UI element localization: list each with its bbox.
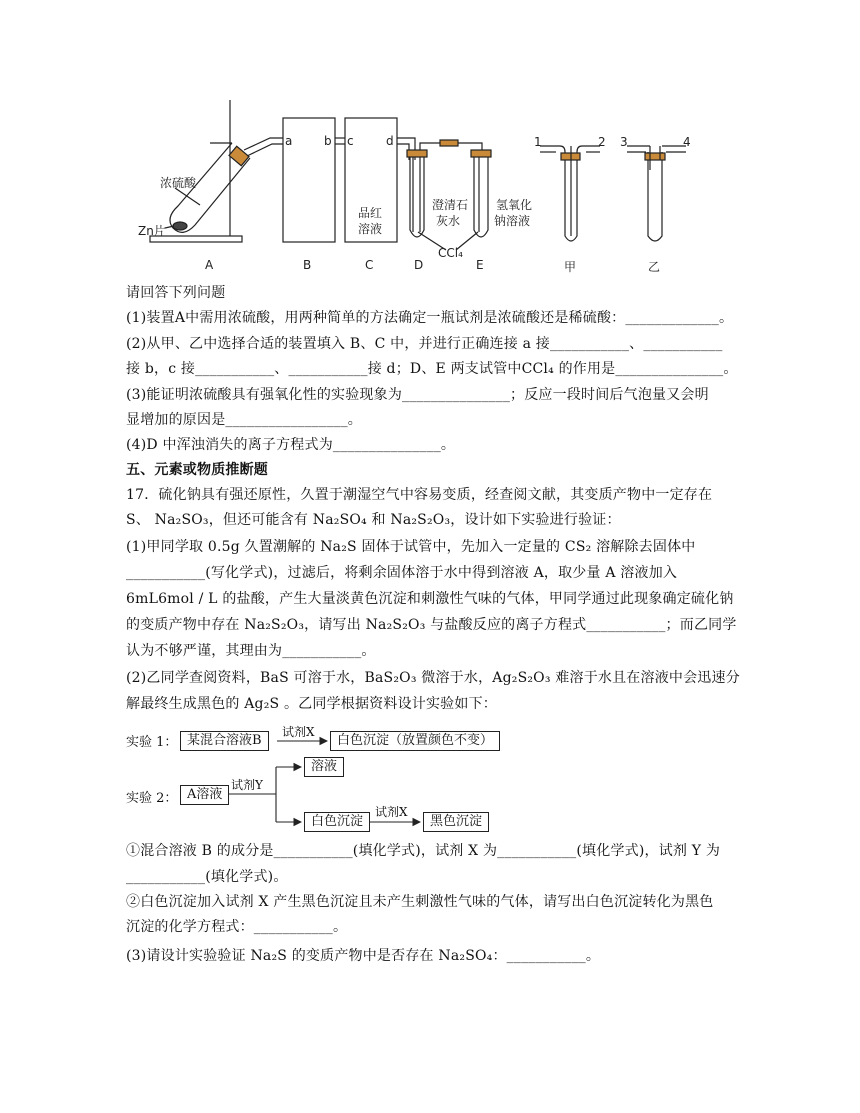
label-pinred-2: 溶液: [358, 222, 383, 236]
text-line: 请回答下列问题: [126, 285, 226, 301]
sub-question-2-cont: 沉淀的化学方程式：___________。: [126, 919, 348, 935]
caption-b: B: [303, 258, 312, 272]
exp1-end-box: 白色沉淀（放置颜色不变）: [330, 731, 500, 751]
label-limewater-2: 灰水: [436, 214, 461, 228]
caption-c: C: [365, 258, 374, 272]
caption-jia: 甲: [564, 260, 577, 274]
label-port-d: d: [386, 134, 394, 148]
exp1-start-box: 某混合溶液B: [180, 731, 269, 751]
question-3: (3)能证明浓硫酸具有强氧化性的实验现象为_______________；反应一段时间后气泡量又会明: [126, 387, 709, 403]
question-2: (2)从甲、乙中选择合适的装置填入 B、C 中，并进行正确连接 a 接___________、___________: [126, 336, 723, 352]
exp2-solution-box: 溶液: [304, 757, 344, 777]
caption-e: E: [476, 258, 484, 272]
exp2-reagent-x-label: 试剂X: [375, 805, 408, 819]
part-2-cont: 解最终生成黑色的 Ag₂S 。乙同学根据资料设计实验如下：: [126, 696, 497, 712]
section-heading: 五、元素或物质推断题: [126, 462, 268, 478]
label-pinred-1: 品红: [358, 206, 383, 220]
label-naoh-1: 氢氧化: [496, 198, 533, 212]
part-1-cont-c: 的变质产物中存在 Na₂S₂O₃，请写出 Na₂S₂O₃ 与盐酸反应的离子方程式___________；而乙同学: [126, 617, 737, 633]
label-port-b: b: [324, 134, 332, 148]
caption-d: D: [414, 258, 424, 272]
question-2-cont: 接 b，c 接___________、___________接 d；D、E 两支试管中CCl₄ 的作用是_______________。: [126, 361, 738, 377]
question-4: (4)D 中浑浊消失的离子方程式为_______________。: [126, 437, 456, 453]
label-conc-acid: 浓硫酸: [160, 176, 197, 190]
part-1-cont-d: 认为不够严谨，其理由为___________。: [126, 643, 376, 659]
label-port-c: c: [347, 134, 354, 148]
question-3-cont: 显增加的原因是_________________。: [126, 412, 362, 428]
exp2-reagent-y-label: 试剂Y: [231, 778, 263, 792]
label-port-1: 1: [534, 135, 542, 149]
label-ccl4: CCl₄: [438, 246, 463, 260]
question-1: (1)装置A中需用浓硫酸，用两种简单的方法确定一瓶试剂是浓硫酸还是稀硫酸：_____________。: [126, 310, 734, 326]
sub-question-1-cont: ___________(填化学式)。: [126, 869, 288, 885]
sub-question-2: ②白色沉淀加入试剂 X 产生黑色沉淀且未产生刺激性气味的气体，请写出白色沉淀转化为黑色: [126, 894, 714, 910]
exp2-label: 实验 2：: [126, 791, 178, 806]
problem-17: 17．硫化钠具有强还原性，久置于潮湿空气中容易变质，经查阅文献，其变质产物中一定存在: [126, 487, 713, 503]
label-port-a: a: [285, 134, 293, 148]
part-2: (2)乙同学查阅资料，BaS 可溶于水，BaS₂O₃ 微溶于水，Ag₂S₂O₃ 难溶于水且在溶液中会迅速分: [126, 670, 740, 686]
exp2-black-box: 黑色沉淀: [423, 812, 489, 832]
part-3: (3)请设计实验验证 Na₂S 的变质产物中是否存在 Na₂SO₄：___________。: [126, 948, 601, 964]
caption-yi: 乙: [648, 260, 661, 274]
exp2-white-box: 白色沉淀: [304, 812, 370, 832]
part-1: (1)甲同学取 0.5g 久置潮解的 Na₂S 固体于试管中，先加入一定量的 CS₂ 溶解除去固体中: [126, 539, 696, 555]
part-1-cont-b: 6mL6mol / L 的盐酸，产生大量淡黄色沉淀和刺激性气味的气体，甲同学通过此现象确定硫化钠: [126, 591, 734, 607]
exp1-reagent-label: 试剂X: [282, 725, 315, 739]
label-port-2: 2: [598, 135, 606, 149]
exp1-label: 实验 1：: [126, 735, 178, 750]
label-limewater-1: 澄清石: [432, 198, 469, 212]
label-port-3: 3: [620, 135, 628, 149]
part-1-cont-a: ___________(写化学式)，过滤后，将剩余固体溶于水中得到溶液 A，取少量 A 溶液加入: [126, 565, 678, 581]
caption-a: A: [205, 258, 214, 272]
apparatus-diagram: [0, 0, 860, 280]
label-naoh-2: 钠溶液: [494, 214, 531, 228]
label-port-4: 4: [683, 135, 691, 149]
label-zn: Zn片: [138, 224, 166, 238]
sub-question-1: ①混合溶液 B 的成分是___________(填化学式)，试剂 X 为___________(填化学式)，试剂 Y 为: [126, 843, 721, 859]
exp2-start-box: A溶液: [180, 785, 229, 805]
problem-17-cont: S、 Na₂SO₃，但还可能含有 Na₂SO₄ 和 Na₂S₂O₃，设计如下实验进行验证：: [126, 512, 621, 528]
